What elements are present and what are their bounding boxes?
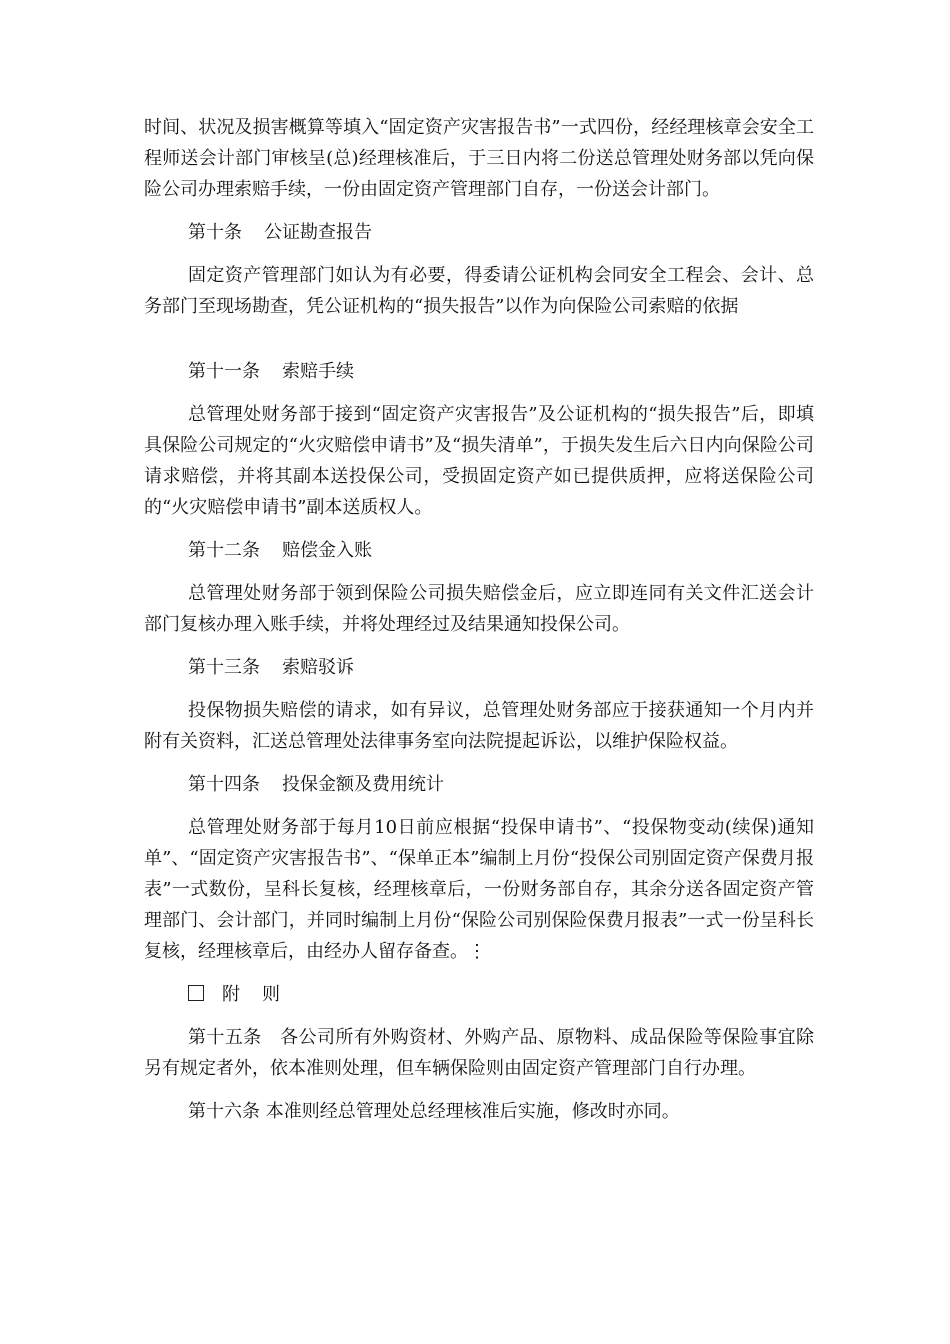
section-label: 附则 [222, 984, 302, 1005]
article-title: 投保金额及费用统计 [282, 774, 444, 795]
article-12-heading [144, 535, 814, 566]
article-15: 第十五条 各公司所有外购资材、外购产品、原物料、成品保险等保险事宜除另有规定者外，依本准则处理，但车辆保险则由固定资产管理部门自行办理。 [144, 1027, 814, 1079]
article-title: 索赔驳诉 [282, 657, 354, 678]
article-number: 第十一条 [188, 361, 260, 382]
article-16: 第十六条 本准则经总管理处总经理核准后实施，修改时亦同。 [188, 1101, 680, 1122]
paragraph-continuation: 时间、状况及损害概算等填入“固定资产灾害报告书”一式四份，经经理核章会安全工程师送会计部门审核呈(总)经理核准后，于三日内将二份送总管理处财务部以凭向保险公司办理索赔手续，一份由固定资产管理部门自存，一份送会计部门。 [144, 117, 814, 200]
article-10-heading [144, 217, 814, 248]
section-supplementary-heading [144, 979, 814, 1010]
article-13-heading [144, 652, 814, 683]
article-13-body: 投保物损失赔偿的请求，如有异议，总管理处财务部应于接获通知一个月内并附有关资料，汇送总管理处法律事务室向法院提起诉讼，以维护保险权益。 [144, 700, 814, 752]
article-number: 第十三条 [188, 657, 260, 678]
checkbox-square-icon [188, 985, 204, 1001]
article-11-heading [144, 356, 814, 387]
document-page [144, 112, 814, 1127]
article-12-body: 总管理处财务部于领到保险公司损失赔偿金后，应立即连同有关文件汇送会计部门复核办理入账手续，并将处理经过及结果通知投保公司。 [144, 583, 814, 635]
article-number: 第十四条 [188, 774, 260, 795]
article-title: 赔偿金入账 [282, 540, 372, 561]
article-14-heading [144, 769, 814, 800]
article-number: 第十二条 [188, 540, 260, 561]
article-11-body: 总管理处财务部于接到“固定资产灾害报告”及公证机构的“损失报告”后，即填具保险公司规定的“火灾赔偿申请书”及“损失清单”，于损失发生后六日内向保险公司请求赔偿，并将其副本送投保公司，受损固定资产如已提供质押，应将送保险公司的“火灾赔偿申请书”副本送质权人。 [144, 404, 814, 518]
article-title: 公证勘查报告 [264, 222, 372, 243]
article-number: 第十条 [188, 222, 242, 243]
article-10-body: 固定资产管理部门如认为有必要，得委请公证机构会同安全工程会、会计、总务部门至现场勘查，凭公证机构的“损失报告”以作为向保险公司索赔的依据 [144, 265, 814, 317]
article-title: 索赔手续 [282, 361, 354, 382]
article-14-body: 总管理处财务部于每月10日前应根据“投保申请书”、“投保物变动(续保)通知单”、“固定资产灾害报告书”、“保单正本”编制上月份“投保公司别固定资产保费月报表”一式数份，呈科长复核，经理核章后，一份财务部自存，其余分送各固定资产管理部门、会计部门，并同时编制上月份“保险公司别保险保费月报表”一式一份呈科长复核，经理核章后，由经办人留存备查。⋮ [144, 817, 814, 962]
